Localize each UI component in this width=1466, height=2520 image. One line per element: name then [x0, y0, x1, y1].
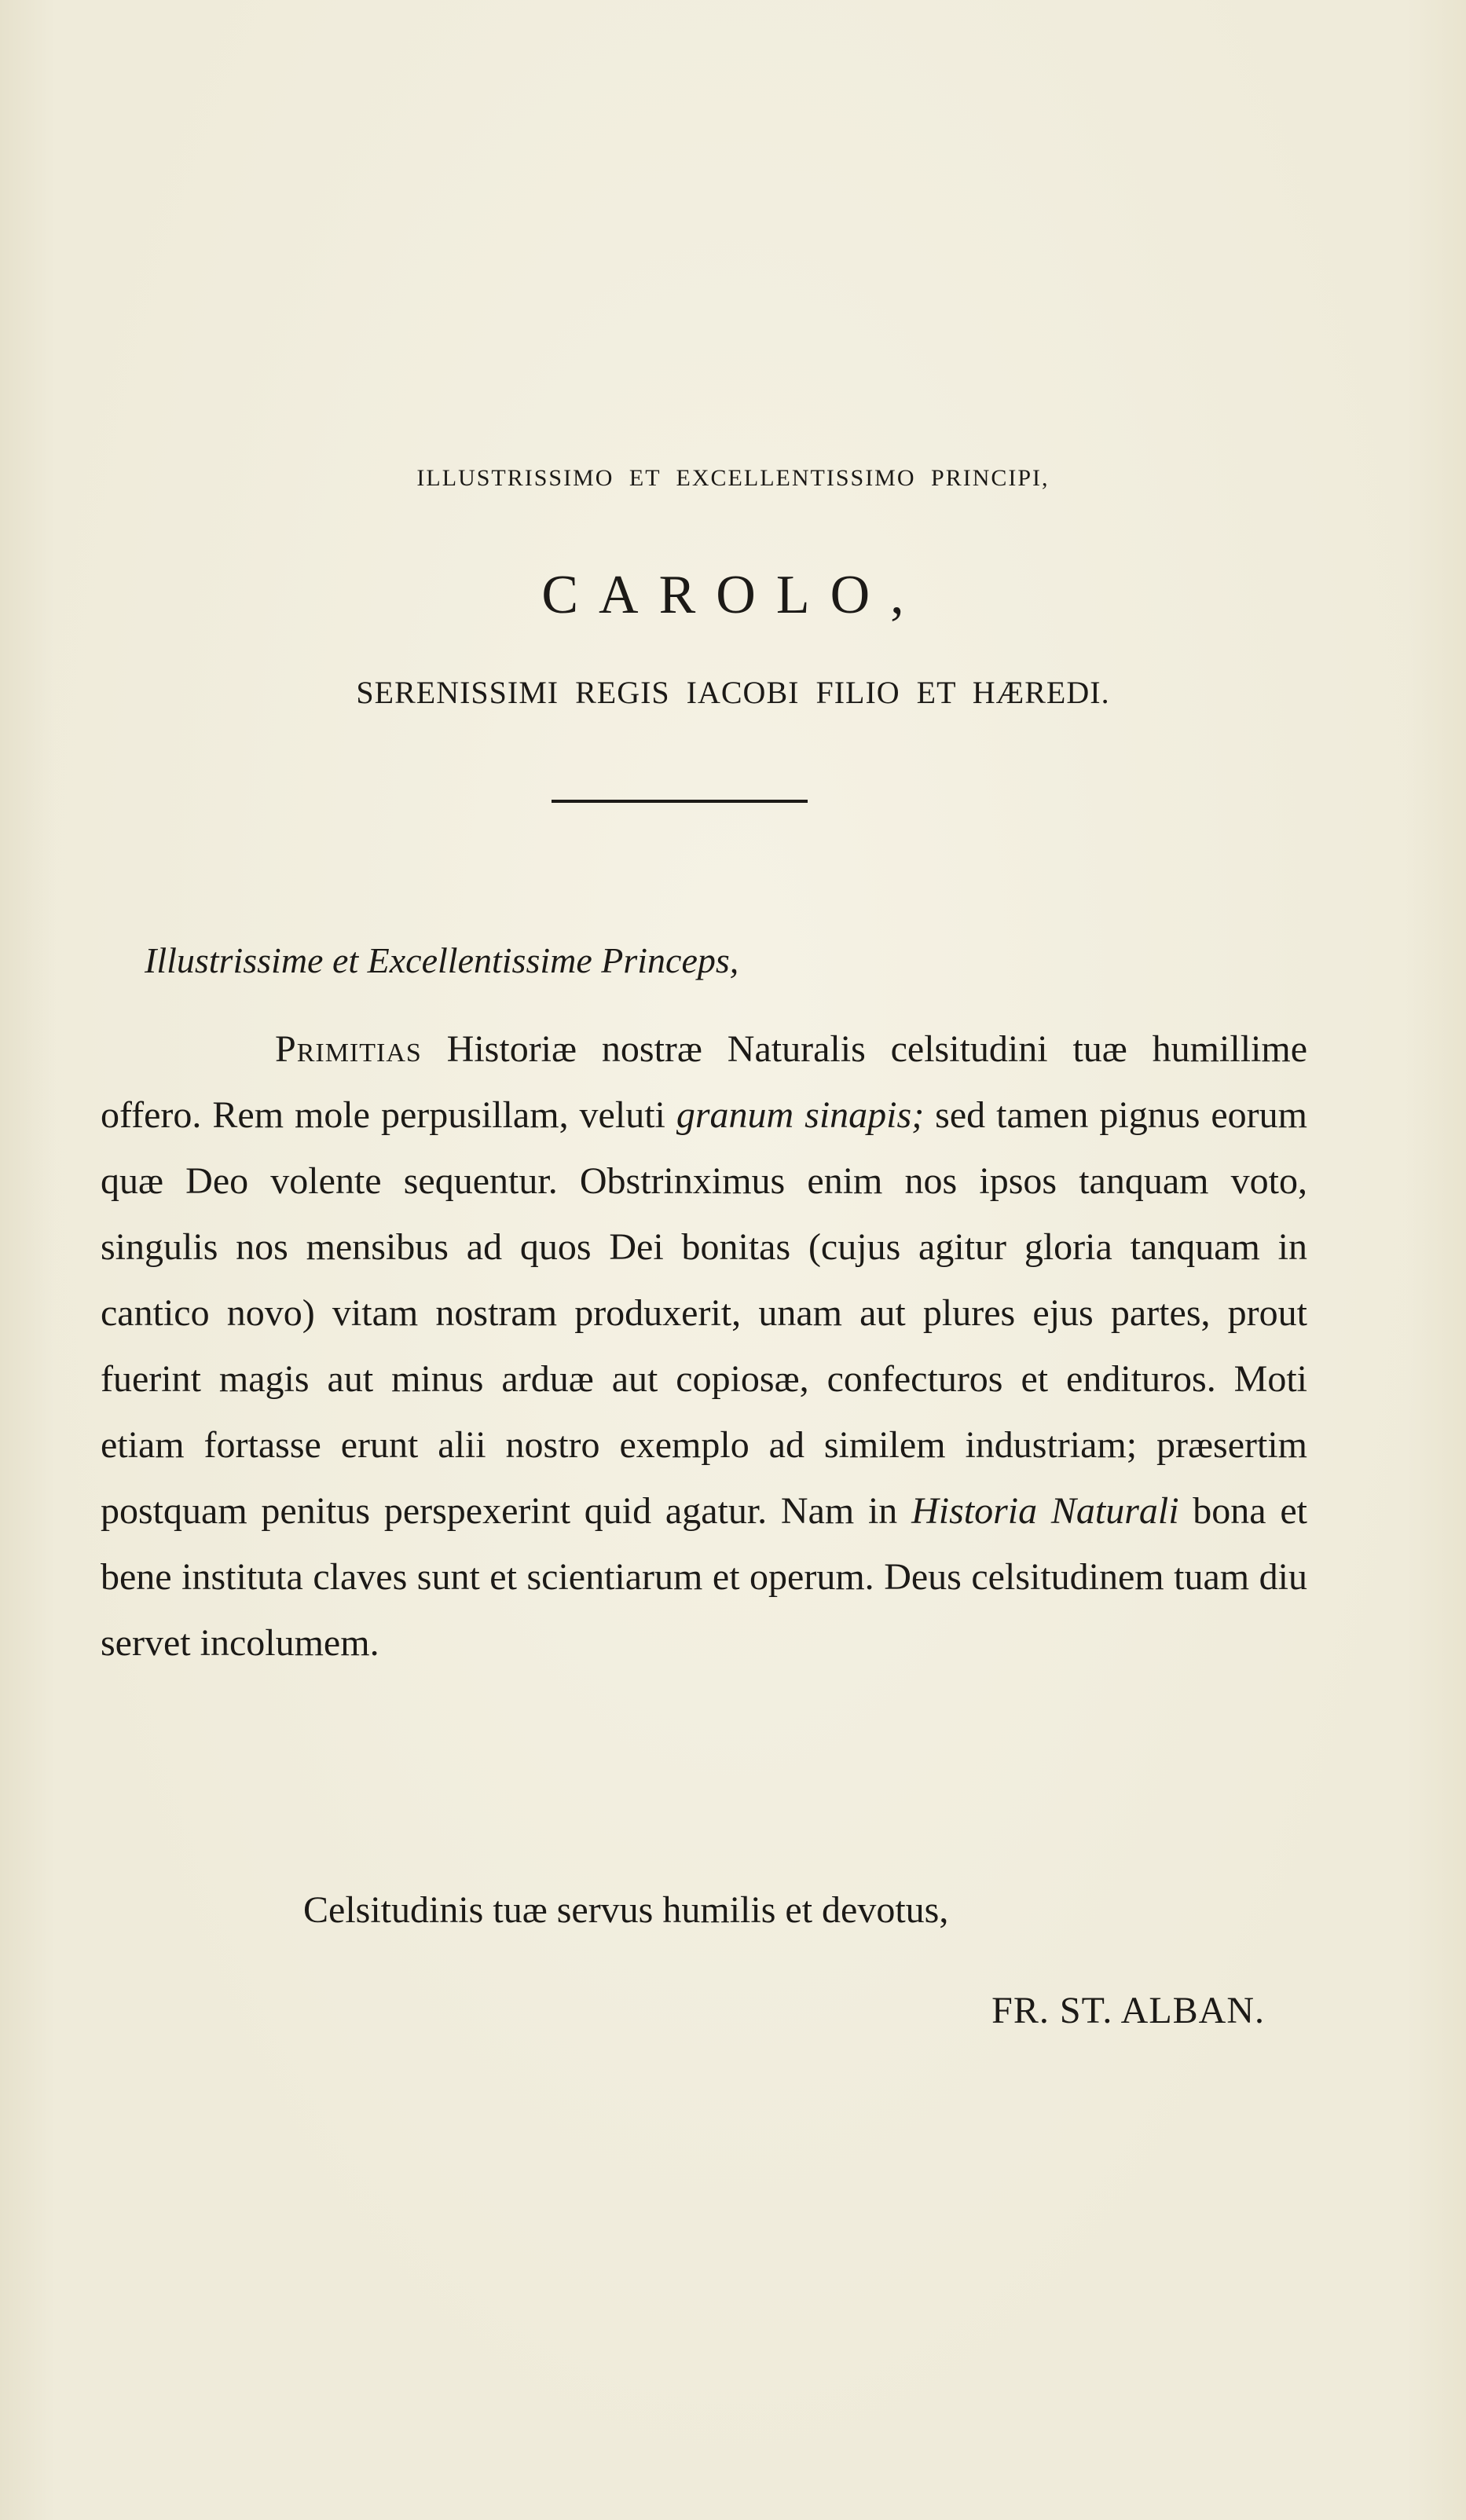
letter-text-part2: sed tamen pignus eorum quæ Deo volente sequentur. Obstrinximus enim nos ipsos tanquam voto, singulis nos mensibus ad quos Dei bonitas (cujus agitur gloria tanquam in cantico novo) vitam nostram produxerit, unam aut plures ejus partes, prout fuerint magis aut minus arduæ aut copiosæ, confecturos et endituros. Moti etiam fortasse erunt alii nostro exemplo ad similem industriam; præsertim postquam penitus perspexerint quid agatur. Nam in: [101, 1094, 1308, 1532]
letter-text-part1: Historiæ nostræ Naturalis celsitudini tuæ humillime offero. Rem mole perpusillam, veluti: [101, 1028, 1307, 1136]
letter-salutation: Illustrissime et Excellentissime Princeps,: [145, 940, 739, 980]
letter-closing: Celsitudinis tuæ servus humilis et devotus,: [303, 1889, 949, 1931]
dedication-name-carolo: CAROLO,: [541, 565, 925, 625]
letter-first-word: Primitias: [275, 1028, 422, 1070]
dedication-line-haeredi: SERENISSIMI REGIS IACOBI FILIO ET HÆREDI.: [356, 675, 1110, 710]
section-divider-rule: [552, 800, 808, 803]
letter-italic-granum: granum sinapis;: [676, 1094, 925, 1136]
letter-body-paragraph: [101, 1016, 1307, 1676]
dedication-line-principi: ILLUSTRISSIMO ET EXCELLENTISSIMO PRINCIPI,: [416, 465, 1050, 491]
letter-italic-historia: Historia Naturali: [911, 1490, 1179, 1532]
letter-signature: FR. ST. ALBAN.: [991, 1990, 1265, 2031]
letter-text-part3: bona et bene instituta claves sunt et scientiarum et operum. Deus celsitudinem tuam diu servet incolumem.: [101, 1490, 1307, 1664]
